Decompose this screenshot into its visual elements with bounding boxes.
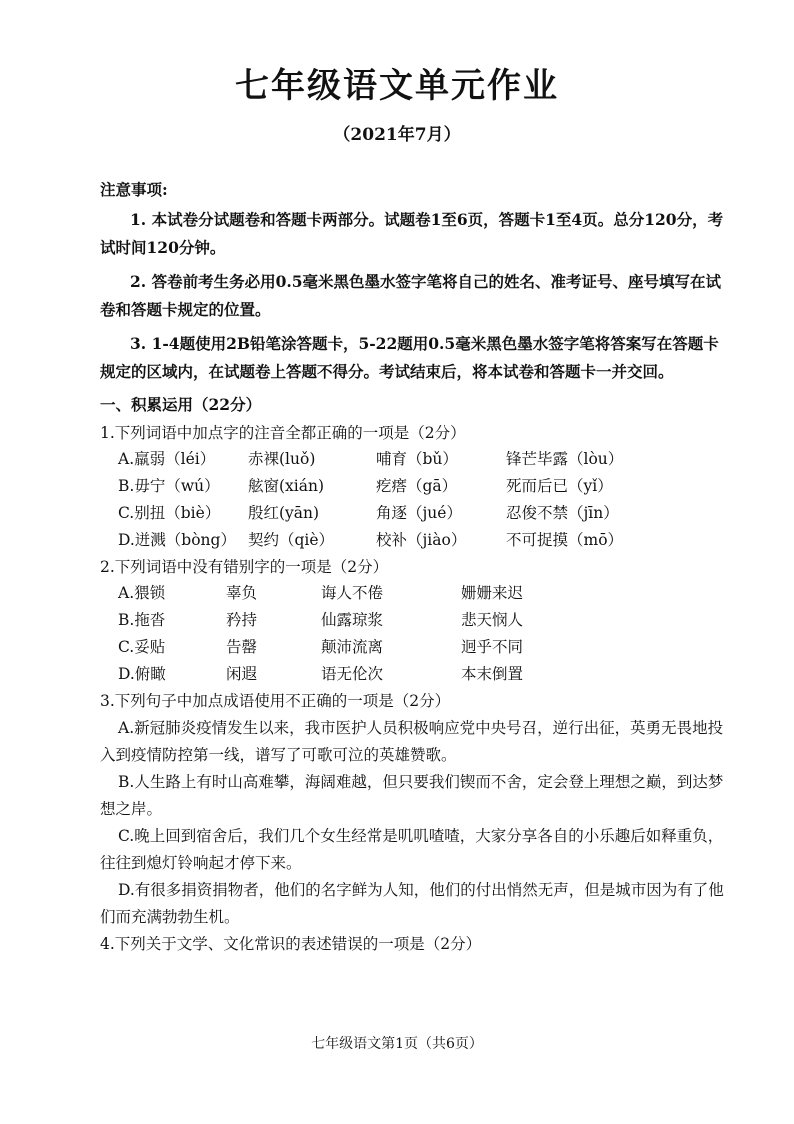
question-stem: 3.下列句子中加点成语使用不正确的一项是（2分） (100, 692, 451, 710)
option-row (100, 634, 730, 661)
option-cell: 不可捉摸（mō） (506, 531, 624, 549)
option-cell: A.猥锁 (118, 584, 166, 602)
option-cell: 诲人不倦 (321, 584, 384, 602)
section-heading: 一、积累运用（22分） (100, 395, 262, 414)
option-cell: 语无伦次 (321, 665, 384, 683)
option-cell: 赤裸(luǒ) (248, 450, 316, 468)
option-row (100, 527, 730, 554)
option-cell: 哺育（bǔ） (376, 450, 458, 468)
question-stem: 4.下列关于文学、文化常识的表述错误的一项是（2分） (100, 935, 482, 953)
option-paragraph: A.新冠肺炎疫情发生以来，我市医护人员积极响应党中央号召，逆行出征，英勇无畏地投入到疫情防控第一线，谱写了可歌可泣的英雄赞歌。 (100, 719, 724, 764)
option-paragraph: B.人生路上有时山高难攀，海阔难越，但只要我们锲而不舍，定会登上理想之巅，到达梦想之岸。 (100, 773, 724, 818)
option-cell: 本末倒置 (461, 665, 524, 683)
question-2 (100, 554, 730, 688)
option-cell: 契约（qiè） (248, 531, 335, 549)
option-cell: 殷红(yān) (248, 504, 320, 522)
option-cell: 辜负 (226, 584, 258, 602)
page-title: 七年级语文单元作业 (235, 66, 559, 106)
option-cell: 忍俊不禁（jīn） (506, 504, 619, 522)
option-cell: B.拖沓 (118, 611, 166, 629)
option-cell: 疙瘩（gā） (376, 477, 458, 495)
option-cell: C.别扭（biè） (118, 504, 221, 522)
option-cell: 校补（jiào） (376, 531, 467, 549)
option-cell: A.羸弱（léi） (118, 450, 216, 468)
option-cell: 锋芒毕露（lòu） (506, 450, 624, 468)
notice-item: 2. 答卷前考生务必用0.5毫米黑色墨水签字笔将自己的姓名、准考证号、座号填写在试卷和答题卡规定的位置。 (100, 272, 722, 319)
option-paragraph: D.有很多捐资捐物者，他们的名字鲜为人知，他们的付出悄然无声，但是城市因为有了他们而充满勃勃生机。 (100, 881, 724, 926)
question-3 (100, 688, 730, 931)
notice-section (100, 178, 730, 386)
notice-item: 1. 本试卷分试题卷和答题卡两部分。试题卷1至6页，答题卡1至4页。总分120分，考试时间120分钟。 (100, 210, 724, 257)
option-row (100, 500, 730, 527)
option-cell: 悲天悯人 (461, 611, 524, 629)
question-1 (100, 420, 730, 554)
option-cell: D.俯瞰 (118, 665, 166, 683)
option-cell: 闲遐 (226, 665, 258, 683)
option-row (100, 661, 730, 688)
notice-heading: 注意事项: (100, 180, 168, 199)
option-cell: 告罄 (226, 638, 258, 656)
exam-date: （2021年7月） (333, 125, 461, 145)
option-cell: 仙露琼浆 (321, 611, 384, 629)
option-cell: 死而后已（yǐ） (506, 477, 613, 495)
option-cell: B.毋宁（wú） (118, 477, 220, 495)
question-stem: 2.下列词语中没有错别字的一项是（2分） (100, 558, 389, 576)
option-row (100, 580, 730, 607)
option-cell: 迥乎不同 (461, 638, 524, 656)
option-cell: 矜持 (226, 611, 258, 629)
option-paragraph: C.晚上回到宿舍后，我们几个女生经常是叽叽喳喳，大家分享各自的小乐趣后如释重负，往往到熄灯铃响起才停下来。 (100, 827, 724, 872)
option-cell: 姗姗来迟 (461, 584, 524, 602)
question-stem: 1.下列词语中加点字的注音全都正确的一项是（2分） (100, 424, 466, 442)
option-cell: 角逐（jué） (376, 504, 462, 522)
notice-item: 3. 1-4题使用2B铅笔涂答题卡，5-22题用0.5毫米黑色墨水签字笔将答案写在答题卡规定的区域内，在试题卷上答题不得分。考试结束后，将本试卷和答题卡一并交回。 (100, 334, 719, 381)
option-row (100, 607, 730, 634)
option-cell: 舷窗(xián) (248, 477, 325, 495)
option-cell: D.迸溅（bòng） (118, 531, 236, 549)
option-row (100, 446, 730, 473)
exam-content (100, 178, 730, 957)
page-footer: 七年级语文第1页（共6页） (311, 1036, 483, 1052)
option-cell: C.妥贴 (118, 638, 166, 656)
option-cell: 颠沛流离 (321, 638, 384, 656)
question-4 (100, 931, 730, 957)
option-row (100, 473, 730, 500)
